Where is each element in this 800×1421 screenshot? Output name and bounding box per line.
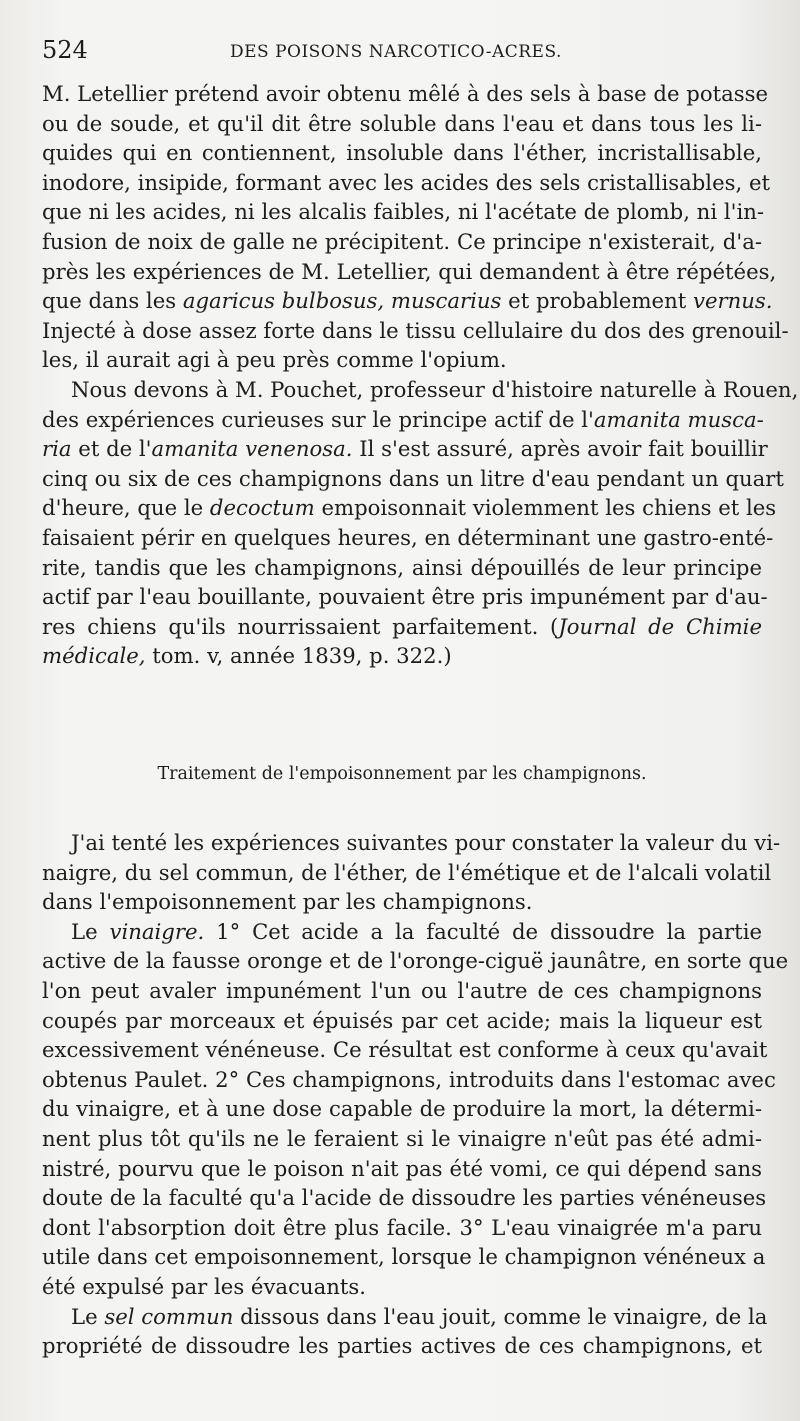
running-title: DES POISONS NARCOTICO-ACRES. [230, 42, 562, 62]
italic-species-name: amanita musca- [593, 406, 764, 432]
text-line: fusion de noix de galle ne précipitent. Ce principe n'existerait, d'a- [42, 228, 762, 254]
text-run: tom. v, année 1839, p. 322.) [145, 643, 452, 669]
text-line [42, 434, 768, 464]
italic-species-name: ria [42, 436, 72, 462]
italic-journal-title: Journal de Chimie [558, 613, 762, 639]
italic-term: sel commun [104, 1303, 234, 1329]
text-line: du vinaigre, et à une dose capable de produire la mort, la détermi- [42, 1096, 762, 1122]
text-line [42, 1302, 768, 1332]
text-line [42, 405, 762, 435]
text-line: propriété de dissoudre les parties actives de ces champignons, et [42, 1333, 762, 1359]
text-line: près les expériences de M. Letellier, qui demandent à être répétées, [42, 258, 777, 284]
text-line: été expulsé par les évacuants. [42, 1273, 366, 1299]
text-block-top [42, 79, 799, 671]
text-run: Il s'est assuré, après avoir fait bouillir [352, 436, 768, 462]
text-block-bottom [42, 828, 789, 1361]
text-line: l'on peut avaler impunément l'un ou l'autre de ces champignons [42, 977, 762, 1003]
text-line: actif par l'eau bouillante, pouvaient être pris impunément par d'au- [42, 584, 768, 610]
text-line: ou de soude, et qu'il dit être soluble dans l'eau et dans tous les li- [42, 110, 762, 136]
text-line [42, 641, 762, 671]
text-run: et de l' [71, 436, 152, 462]
text-line: M. Letellier prétend avoir obtenu mêlé à des sels à base de potasse [42, 81, 769, 106]
text-line: cinq ou six de ces champignons dans un litre d'eau pendant un quart [42, 465, 784, 491]
italic-term: vinaigre. [109, 918, 205, 944]
text-line: coupés par morceaux et épuisés par cet acide; mais la liqueur est [42, 1007, 762, 1033]
text-run: 1° Cet acide a la faculté de dissoudre la partie [204, 918, 763, 944]
text-line [42, 286, 773, 316]
text-run: et probablement [501, 288, 693, 314]
text-line: que ni les acides, ni les alcalis faibles, ni l'acétate de plomb, ni l'in- [42, 199, 765, 225]
page-header [42, 36, 762, 76]
text-line: active de la fausse oronge et de l'oronge-ciguë jaunâtre, en sorte que [42, 948, 789, 974]
text-line: obtenus Paulet. 2° Ces champignons, introduits dans l'estomac avec [42, 1066, 776, 1092]
text-line: les, il aurait agi à peu près comme l'opium. [42, 347, 507, 373]
text-run: d'heure, que le [42, 495, 210, 521]
text-run: empoisonnait violemment les chiens et les [314, 495, 777, 521]
text-run: Le [71, 918, 110, 944]
text-line [42, 493, 777, 523]
text-line [42, 612, 762, 642]
text-line: nent plus tôt qu'ils ne le feraient si le vinaigre n'eût pas été admi- [42, 1125, 762, 1151]
text-line: doute de la faculté qu'a l'acide de dissoudre les parties vénéneuses [42, 1185, 767, 1211]
italic-species-names: agaricus bulbosus, muscarius [182, 288, 502, 314]
text-line: inodore, insipide, formant avec les acides des sels cristallisables, et [42, 169, 771, 195]
text-line: rite, tandis que les champignons, ainsi dépouillés de leur principe [42, 554, 762, 580]
text-run: des expériences curieuses sur le principe actif de l' [42, 406, 594, 432]
italic-species-name: vernus. [693, 288, 773, 314]
section-heading: Traitement de l'empoisonnement par les champignons. [157, 764, 647, 784]
text-line: Nous devons à M. Pouchet, professeur d'histoire naturelle à Rouen, [71, 376, 799, 402]
text-line: dont l'absorption doit être plus facile. 3° L'eau vinaigrée m'a paru [42, 1214, 762, 1240]
text-line: utile dans cet empoisonnement, lorsque le champignon vénéneux a [42, 1244, 766, 1270]
text-line: naigre, du sel commun, de l'éther, de l'émétique et de l'alcali volatil [42, 859, 772, 885]
text-run: dissous dans l'eau jouit, comme le vinaigre, de la [233, 1303, 768, 1329]
text-run: que dans les [42, 288, 183, 314]
text-line: faisaient périr en quelques heures, en déterminant une gastro-enté- [42, 524, 774, 550]
italic-species-name: amanita venenosa. [151, 436, 353, 462]
italic-term: decoctum [209, 495, 315, 521]
text-line: quides qui en contiennent, insoluble dans l'éther, incristallisable, [42, 140, 762, 166]
page-number: 524 [42, 36, 88, 64]
italic-journal-title: médicale, [42, 643, 146, 669]
text-line: J'ai tenté les expériences suivantes pour constater la valeur du vi- [71, 830, 781, 855]
text-line: dans l'empoisonnement par les champignons. [42, 889, 533, 915]
text-line: excessivement vénéneuse. Ce résultat est conforme à ceux qu'avait [42, 1037, 768, 1063]
text-line: Injecté à dose assez forte dans le tissu cellulaire du dos des grenouil- [42, 317, 789, 343]
text-line [42, 917, 762, 947]
text-run: res chiens qu'ils nourrissaient parfaitement. ( [42, 613, 559, 639]
text-line: nistré, pourvu que le poison n'ait pas été vomi, ce qui dépend sans [42, 1155, 762, 1181]
text-run: Le [71, 1303, 105, 1329]
